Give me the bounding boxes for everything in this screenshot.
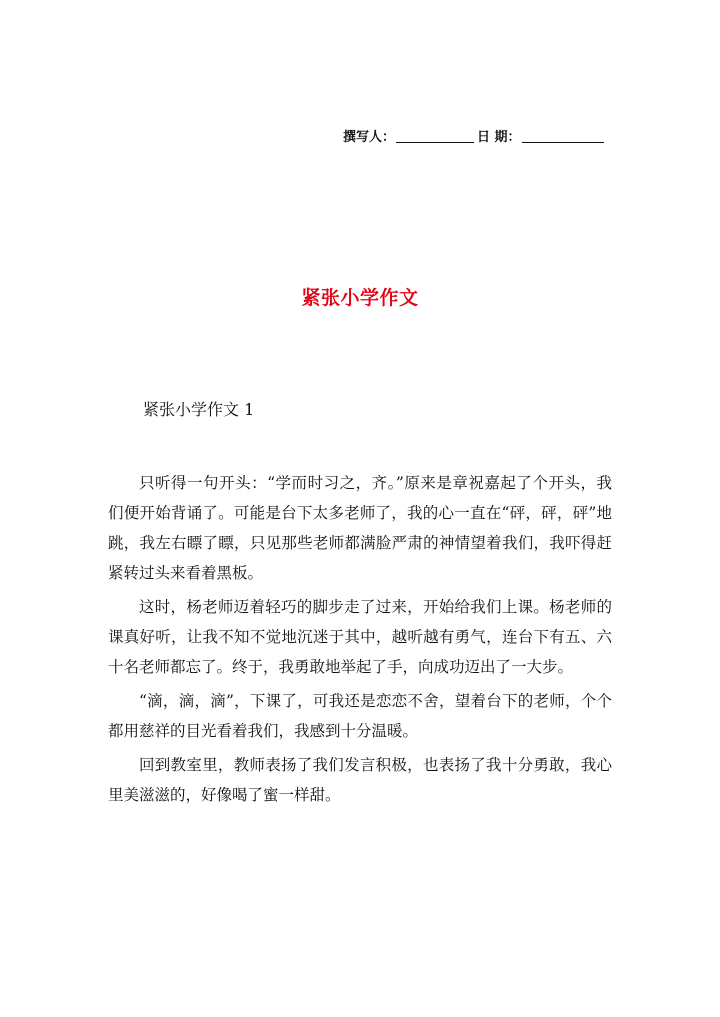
document-header — [343, 126, 623, 146]
author-blank-line — [396, 129, 474, 143]
essay-body — [108, 468, 612, 814]
paragraph-3: “滴，滴，滴”，下课了，可我还是恋恋不舍，望着台下的老师，个个都用慈祥的目光看着我们，我感到十分温暖。 — [108, 692, 612, 740]
paragraph-2: 这时，杨老师迈着轻巧的脚步走了过来，开始给我们上课。杨老师的课真好听，让我不知不觉地沉迷于其中，越听越有勇气，连台下有五、六十名老师都忘了。终于，我勇敢地举起了手，向成功迈出了一大步。 — [108, 598, 612, 676]
essay-subtitle: 紧张小学作文 1 — [143, 400, 255, 419]
paragraph-1: 只听得一句开头：“学而时习之，齐。”原来是章祝嘉起了个开头，我们便开始背诵了。可能是台下太多老师了，我的心一直在“砰，砰，砰”地跳，我左右瞟了瞟，只见那些老师都满脸严肃的神情望着我们，我吓得赶紧转过头来看着黑板。 — [108, 474, 612, 582]
date-label: 日 期： — [477, 130, 521, 145]
author-label: 撰写人： — [343, 130, 396, 145]
document-title: 紧张小学作文 — [301, 287, 419, 309]
paragraph-4: 回到教室里，教师表扬了我们发言积极，也表扬了我十分勇敢，我心里美滋滋的，好像喝了蜜一样甜。 — [108, 756, 612, 804]
date-blank-line — [522, 129, 604, 143]
